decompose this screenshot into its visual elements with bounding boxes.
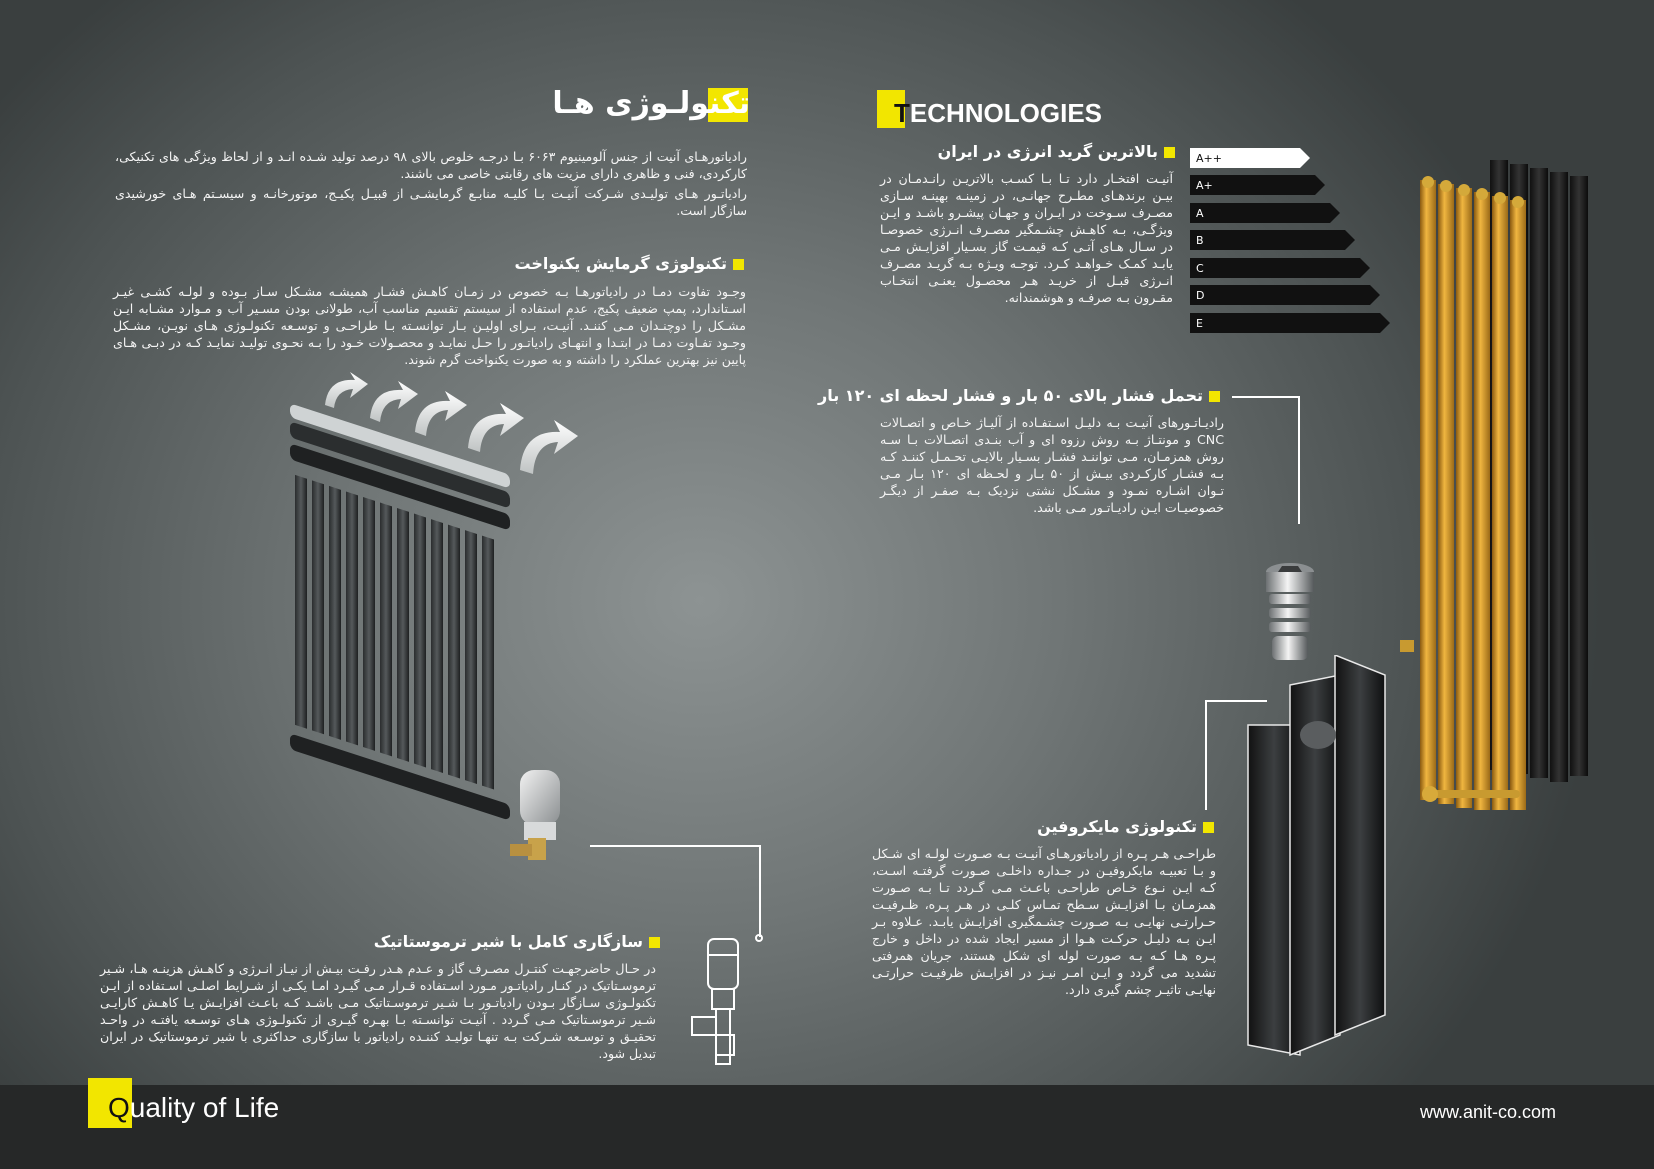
- grade-bar-a: A: [1190, 203, 1340, 223]
- nipple-connector-image: [1260, 560, 1320, 670]
- intro-text: [115, 148, 747, 222]
- microfin-text: طراحـی هـر پـره از رادیاتورهـای آنیـت بـه صـورت لولـه ای شـکل و بـا تعبیـه مایکروفیـن در جـداره داخلـی صـورت گرفتـه اسـت، کـه ایـن نـوع خـاص طراحـی باعـث مـی گـردد تـا بـه صـورت همزمـان بـا افزایـش سـطح تمـاس کلـی در هـر پـره، ظـرفیـت حـرارتـی نهایـی بـه صـورت چشـمگیری افزایـش یابـد. عـلاوه بـر ایـن بـه دلیـل حرکـت هـوا از مسیر ایجاد شده در داخل و خارج پـره هـا کـه بـه صورت لوله ای شکل هستند، جریان همرفتی تشدید می گردد و ایـن امـر نیـز در افزایـش ظرفیـت حرارتـی نهایـی تاثیـر چشم گیری دارد.: [872, 846, 1216, 997]
- thermostatic-text: در حـال حاضرجهـت کنتـرل مصـرف گاز و عـدم هـدر رفـت بیـش از نیـاز انـرژی و کاهـش هزینـه هـا، شـیر ترموسـتاتیک در کنـار رادیاتـور مـورد اسـتفاده قـرار مـی گیـرد امـا یکـی از شـرایط اصلـی اسـتفاده از ایـن تکنولـوژی سـازگار بـودن رادیاتـور بـا شـیر ترموسـتاتیک مـی باشـد کـه باعـث افزایـش یـا کاهـش کارایـی شـیر ترموسـتاتیک مـی گـردد . آنیـت توانسـته بـا بهـره گیـری از تکنولـوژی هـای توسـعه یافتـه در واحـد تحقیـق و توسـعه شـرکت بـه تنهـا تولیـد کننـده رادیاتور با سازگاری حداکثری با شیر ترموستاتیک در ایران تبدیل شود.: [100, 961, 656, 1061]
- grade-bar-app: A++: [1190, 148, 1310, 168]
- intro-paragraph-2: رادیاتـور هـای تولیـدی شـرکت آنیـت بـا کلیـه منابـع گرمایشـی از قبیـل پکیـج، موتورخانـه و سیسـتم هـای خورشیدی سازگار است.: [115, 186, 747, 218]
- microfin-heading: تکنولوژی مایکروفین: [990, 817, 1214, 836]
- radiator-gold-image: [1400, 150, 1610, 810]
- grade-bar-e: E: [1190, 313, 1390, 333]
- thermostatic-valve-drawing: [690, 935, 760, 1070]
- slogan: Quality of Life: [108, 1092, 280, 1123]
- intro-paragraph-1: رادیاتورهـای آنیت از جنس آلومینیوم ۶۰۶۳ بـا درجـه خلوص بالای ۹۸ درصد تولید شـده انـد و از لحاظ ویژگی های تکنیکی، کارکردی، فنی و ظاهری دارای مزیت های رقابتی خاصی می باشند.: [115, 149, 747, 181]
- grade-bar-c: C: [1190, 258, 1370, 278]
- bullet-icon: [1209, 391, 1220, 402]
- bullet-icon: [1203, 822, 1214, 833]
- thermostatic-heading: سازگاری کامل با شیر ترموستاتیک: [340, 932, 660, 951]
- uniform-heating-text: وجـود تفاوت دمـا در رادیاتورهـا بـه خصوص در زمـان کاهـش فشـار همیشـه مشـکل سـاز بـوده و لولـه کشـی غیـر اسـتاندارد، پمپ ضعیف پکیج، عدم استفاده از سیستم تقسیم مناسب آب، طولانی بودن مسـیر آب و مـوارد مشـابه ایـن مشـکل را دوچنـدان مـی کننـد. آنیـت، بـرای اولیـن بـار توانسـته بـا طراحـی و توسـعه تکنولـوژی هـای نویـن، مشـکل وجـود تفـاوت دمـا در ابتـدا و انتهـای رادیاتـور را حـل نمایـد و محصـولات خـود را بـه نحـوی تولیـد نمایـد کـه در دبـی هـای پایین نیز بهترین عملکرد را داشته و به صورت یکنواخت گرم شوند.: [113, 284, 746, 367]
- microfin-profile-image: [1240, 655, 1400, 1075]
- energy-label-chart: [1190, 148, 1390, 348]
- pressure-text: رادیـاتـورهای آنیـت بـه دلیـل اسـتفـاده از آلیـاژ خـاص و اتصـالات CNC و مونتـاژ بـه روش رزوه ای و آب بنـدی اتصـالات بـا سـه روش همزمـان، مـی تواننـد فشـار بسـیار بالایـی تحـمـل کننـد کـه بـه فشـار کارکـردی بیـش از ۵۰ بـار و لحـظه ای ۱۲۰ بـار مـی تـوان اشـاره نمـود و مشـکل نشتی نزدیک بـه صفـر از دیگـر خصوصیـات ایـن رادیـاتـور مـی باشد.: [880, 415, 1224, 515]
- connector-line: [1298, 396, 1300, 524]
- grade-bar-d: D: [1190, 285, 1380, 305]
- pressure-heading: تحمل فشار بالای ۵۰ بار و فشار لحظه ای ۱۲۰ بار: [870, 386, 1220, 405]
- bullet-icon: [1164, 147, 1175, 158]
- grade-bar-b: B: [1190, 230, 1355, 250]
- left-page-title: تکنولـوژی هـا: [552, 86, 750, 121]
- grade-bar-ap: A+: [1190, 175, 1325, 195]
- connector-line: [1205, 700, 1207, 810]
- uniform-heating-heading: تکنولوژی گرمایش یکنواخت: [440, 254, 744, 273]
- website-link[interactable]: www.anit-co.com: [1420, 1102, 1557, 1122]
- energy-grade-heading: بالاترین گرید انرژی در ایران: [905, 142, 1175, 161]
- bullet-icon: [649, 937, 660, 948]
- bullet-icon: [733, 259, 744, 270]
- connector-line: [590, 845, 760, 847]
- connector-line: [1232, 396, 1300, 398]
- radiator-exploded-image: [280, 400, 610, 860]
- right-page-title: TECHNOLOGIES: [894, 98, 1103, 128]
- connector-line: [759, 845, 761, 937]
- energy-grade-text: آنیـت افتخـار دارد تـا بـا کسـب بالاتریـن رانـدمـان در بیـن برندهـای مطـرح جهانـی، در زمینـه بهینـه سـازی مصـرف سـوخت در ایـران و جهـان پیشـرو باشـد و ایـن ویژگـی، بـه کاهـش چشـمگیر مصـرف انـرژی خصوصـا در سـال هـای آتـی کـه قیمـت گاز بسـیار افزایـش مـی یابـد کمـک خـواهـد کـرد. توجـه ویـژه بـه گریـد مصـرف انـرژی قبـل از خریـد هـر محصـول یعنـی انتخـاب مقـرون بـه صرفـه و هوشمندانه.: [880, 171, 1173, 305]
